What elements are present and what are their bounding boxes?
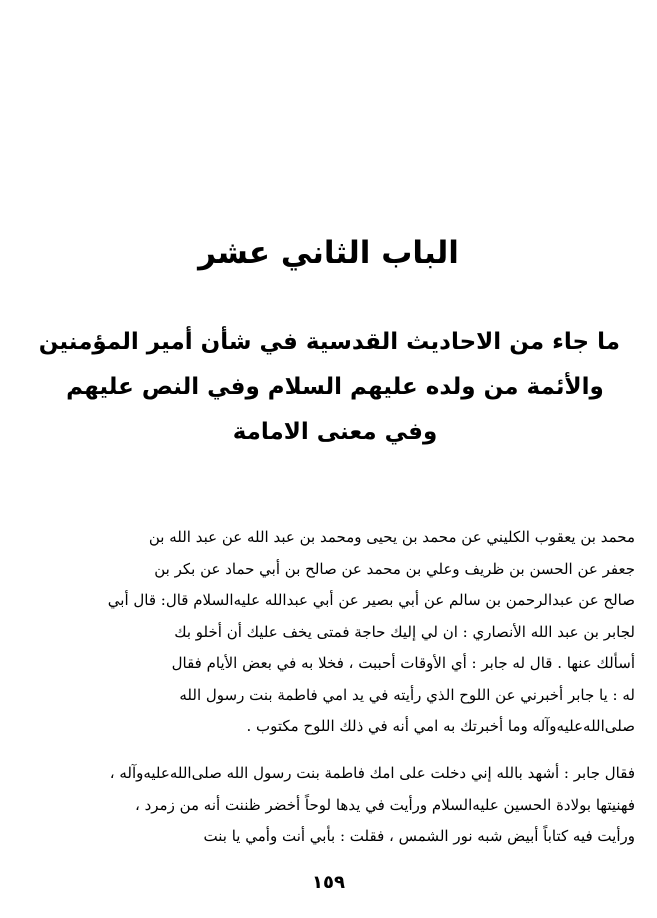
- hadith-paragraph-2: [60, 758, 635, 853]
- text-line: فقال جابر : أشهد بالله إني دخلت على امك فاطمة بنت رسول الله صلى‌الله‌عليه‌وآله ،: [109, 764, 635, 782]
- text-line: محمد بن يعقوب الكليني عن محمد بن يحيى ومحمد بن عبد الله عن عبد الله بن: [148, 528, 635, 546]
- hadith-paragraph-1: [60, 522, 635, 743]
- subtitle-line: والأئمة من ولده عليهم السلام وفي النص عليهم: [66, 374, 604, 400]
- chapter-subtitle: [38, 320, 620, 455]
- text-line: جعفر عن الحسن بن ظريف وعلي بن محمد عن صالح بن أبي حماد عن بكر بن: [154, 559, 635, 578]
- chapter-title: الباب الثاني عشر: [198, 235, 459, 271]
- text-line: أسألك عنها . قال له جابر : أي الأوقات أحببت ، فخلا به في بعض الأيام فقال: [171, 654, 635, 672]
- text-line: له : يا جابر أخبرني عن اللوح الذي رأيته في يد امي فاطمة بنت رسول الله: [179, 685, 635, 704]
- text-line: ورأيت فيه كتاباً أبيض شبه نور الشمس ، فقلت : بأبي أنت وأمي يا بنت: [203, 827, 635, 845]
- page-number: ١٥٩: [312, 872, 345, 893]
- text-line: صلى‌الله‌عليه‌وآله وما أخبرتك به امي أنه في ذلك اللوح مكتوب .: [246, 717, 635, 735]
- text-line: فهنيتها بولادة الحسين عليه‌السلام ورأيت في يدها لوحاً أخضر ظننت أنه من زمرد ،: [134, 795, 635, 814]
- subtitle-line: ما جاء من الاحاديث القدسية في شأن أمير المؤمنين: [38, 329, 620, 355]
- subtitle-line: وفي معنى الامامة: [232, 419, 438, 445]
- text-line: صالح عن عبدالرحمن بن سالم عن أبي بصير عن أبي عبدالله عليه‌السلام قال: قال أبي: [107, 591, 635, 609]
- text-line: لجابر بن عبد الله الأنصاري : ان لي إليك حاجة فمتى يخف عليك أن أخلو بك: [174, 622, 635, 641]
